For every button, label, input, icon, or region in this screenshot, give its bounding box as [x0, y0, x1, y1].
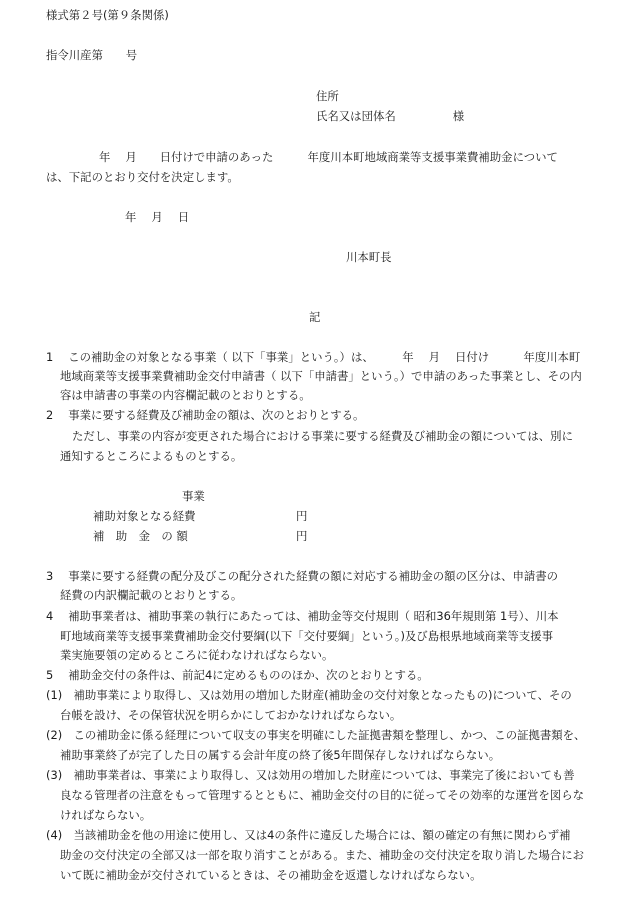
- sub-1-line-1: (1) 補助事業により取得し、又は効用の増加した財産(補助金の交付対象となったもの)について、その: [46, 688, 572, 702]
- ki-heading: 記: [309, 310, 321, 324]
- eligible-expense-unit: 円: [296, 509, 308, 523]
- recipient-name-label: 氏名又は団体名 様: [316, 109, 465, 123]
- eligible-expense-label: 補助対象となる経費: [93, 509, 196, 523]
- sub-4-line-2: 助金の交付決定の全部又は一部を取り消すことがある。また、補助金の交付決定を取り消した場合にお: [60, 848, 584, 862]
- intro-line-1: 年 月 日付けで申請のあった 年度川本町地域商業等支援事業費補助金について: [99, 150, 558, 164]
- sub-3-line-2: 良なる管理者の注意をもって管理するとともに、補助金交付の目的に従ってその効率的な運営を図らな: [60, 788, 584, 802]
- subsidy-amount-label: 補 助 金 の 額: [93, 529, 188, 543]
- sub-3-line-3: ければならない。: [60, 808, 152, 822]
- item-1-line-2: 地域商業等支援事業費補助金交付申請書（ 以下「申請書」という。）で申請のあった事業とし、その内: [60, 369, 582, 383]
- sub-1-line-2: 台帳を設け、その保管状況を明らかにしておかなければならない。: [60, 708, 402, 722]
- intro-line-2: は、下記のとおり交付を決定します。: [46, 170, 239, 184]
- sub-2-line-1: (2) この補助金に係る経理について収支の事実を明確にした証拠書類を整理し、かつ、この証拠書類を、: [46, 728, 586, 742]
- sub-4-line-3: いて既に補助金が交付されているときは、その補助金を返還しなければならない。: [60, 868, 482, 882]
- sub-2-line-2: 補助事業終了が完了した日の属する会計年度の終了後5年間保存しなければならない。: [60, 748, 501, 762]
- directive-number: 指令川産第 号: [46, 48, 138, 62]
- item-2-line-3: 通知するところによるものとする。: [60, 449, 243, 463]
- item-4-line-1: 4 補助事業者は、補助事業の執行にあたっては、補助金等交付規則（ 昭和36年規則第 1号）、川本: [46, 609, 559, 623]
- address-label: 住所: [316, 89, 339, 103]
- sub-3-line-1: (3) 補助事業者は、事業により取得し、又は効用の増加した財産については、事業完了後においても善: [46, 768, 575, 782]
- decision-date: 年 月 日: [125, 210, 190, 224]
- item-2-line-2: ただし、事業の内容が変更された場合における事業に要する経費及び補助金の額については、別に: [72, 429, 573, 443]
- item-1-line-1: 1 この補助金の対象となる事業（ 以下「事業」という。）は、 年 月 日付け 年度川本町: [46, 350, 581, 364]
- sub-4-line-1: (4) 当該補助金を他の用途に使用し、又は4の条件に違反した場合には、額の確定の有無に関わらず補: [46, 828, 571, 842]
- item-4-line-2: 町地域商業等支援事業費補助金交付要綱(以下「交付要綱」という。)及び島根県地域商業等支援事: [60, 629, 553, 643]
- subsidy-amount-unit: 円: [296, 529, 308, 543]
- issuer-name: 川本町長: [346, 250, 392, 264]
- form-number: 様式第２号(第９条関係): [46, 8, 169, 22]
- table-header-project: 事業: [182, 489, 205, 503]
- item-4-line-3: 業実施要領の定めるところに従わなければならない。: [60, 648, 334, 662]
- item-5-line-1: 5 補助金交付の条件は、前記4に定めるもののほか、次のとおりとする。: [46, 668, 429, 682]
- item-1-line-3: 容は申請書の事業の内容欄記載のとおりとする。: [60, 388, 311, 402]
- item-3-line-1: 3 事業に要する経費の配分及びこの配分された経費の額に対応する補助金の額の区分は、申請書の: [46, 569, 559, 583]
- item-3-line-2: 経費の内訳欄記載のとおりとする。: [60, 588, 243, 602]
- item-2-line-1: 2 事業に要する経費及び補助金の額は、次のとおりとする。: [46, 408, 365, 422]
